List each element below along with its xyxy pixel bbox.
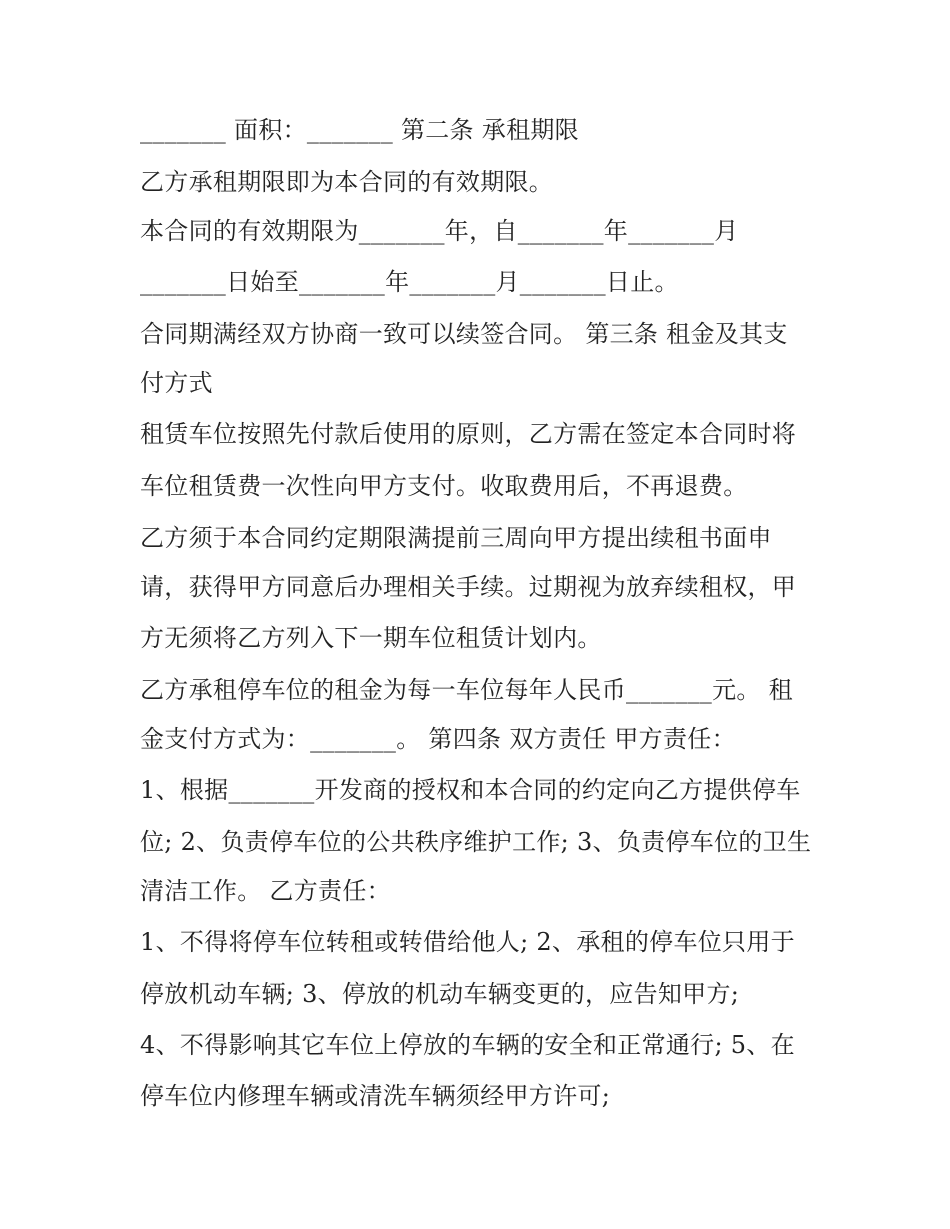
text-line-20: 停车位内修理车辆或清洗车辆须经甲方许可; (140, 1082, 611, 1110)
text-line-9: 乙方须于本合同约定期限满提前三周向甲方提出续租书面申 (140, 524, 772, 552)
text-line-3: 本合同的有效期限为_______年，自_______年_______月 (140, 217, 739, 245)
text-line-19: 4、不得影响其它车位上停放的车辆的安全和正常通行; 5、在 (140, 1031, 795, 1059)
text-line-7: 租赁车位按照先付款后使用的原则，乙方需在签定本合同时将 (140, 420, 797, 448)
text-line-11: 方无须将乙方列入下一期车位租赁计划内。 (140, 624, 602, 652)
text-line-8: 车位租赁费一次性向甲方支付。收取费用后，不再退费。 (140, 472, 748, 500)
text-line-18: 停放机动车辆; 3、停放的机动车辆变更的，应告知甲方; (140, 980, 740, 1008)
text-line-4: _______日始至_______年_______月_______日止。 (140, 268, 679, 296)
text-line-13: 金支付方式为：_______。 第四条 双方责任 甲方责任： (140, 725, 736, 753)
text-line-1: _______ 面积：_______ 第二条 承租期限 (140, 116, 579, 144)
text-line-10: 请，获得甲方同意后办理相关手续。过期视为放弃续租权，甲 (140, 573, 797, 601)
text-line-14: 1、根据_______开发商的授权和本合同的约定向乙方提供停车 (140, 776, 801, 804)
text-line-2: 乙方承租期限即为本合同的有效期限。 (140, 168, 554, 196)
text-line-5: 合同期满经双方协商一致可以续签合同。 第三条 租金及其支 (140, 320, 788, 348)
text-line-15: 位; 2、负责停车位的公共秩序维护工作; 3、负责停车位的卫生 (140, 828, 812, 856)
text-line-17: 1、不得将停车位转租或转借给他人; 2、承租的停车位只用于 (140, 928, 795, 956)
text-line-6: 付方式 (140, 369, 213, 397)
text-line-16: 清洁工作。 乙方责任： (140, 877, 391, 905)
text-line-12: 乙方承租停车位的租金为每一车位每年人民币_______元。 租 (140, 676, 793, 704)
